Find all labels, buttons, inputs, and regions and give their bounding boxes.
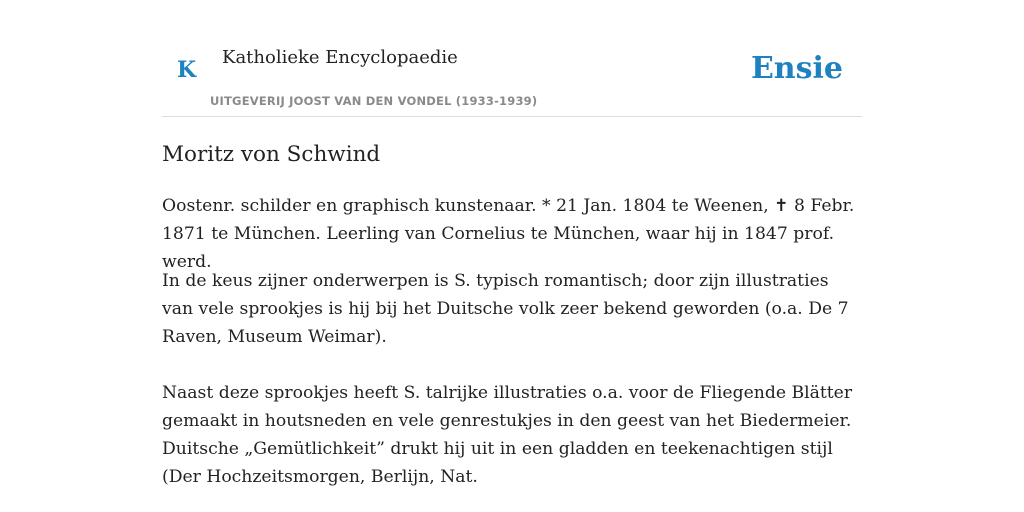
- encyclopedia-logo-icon[interactable]: K: [177, 57, 197, 83]
- site-title[interactable]: Katholieke Encyclopaedie: [222, 47, 458, 68]
- site-header: [162, 0, 862, 117]
- article-paragraph: In de keus zijner onderwerpen is S. typisch romantisch; door zijn illustraties van vele sprookjes is hij bij het Duitsche volk zeer bekend geworden (o.a. De 7 Raven, Museum Weimar).: [162, 271, 849, 347]
- article-paragraph: Naast deze sprookjes heeft S. talrijke illustraties o.a. voor de Fliegende Blätter gemaakt in houtsneden en vele genrestukjes in den geest van het Biedermeier. Duitsche „Gemütlichkeit” drukt hij uit in een gladden en teekenachtigen stijl (Der Hochzeitsmorgen, Berlijn, Nat.: [162, 383, 853, 487]
- publisher-subtitle: UITGEVERIJ JOOST VAN DEN VONDEL (1933-1939): [210, 94, 538, 108]
- article: [162, 138, 862, 487]
- article-paragraph: Oostenr. schilder en graphisch kunstenaar. * 21 Jan. 1804 te Weenen, ✝ 8 Febr. 1871 te München. Leerling van Cornelius te München, waar hij in 1847 prof. werd.: [162, 196, 855, 272]
- ensie-brand-link[interactable]: Ensie: [750, 51, 843, 86]
- article-title: Moritz von Schwind: [162, 142, 381, 167]
